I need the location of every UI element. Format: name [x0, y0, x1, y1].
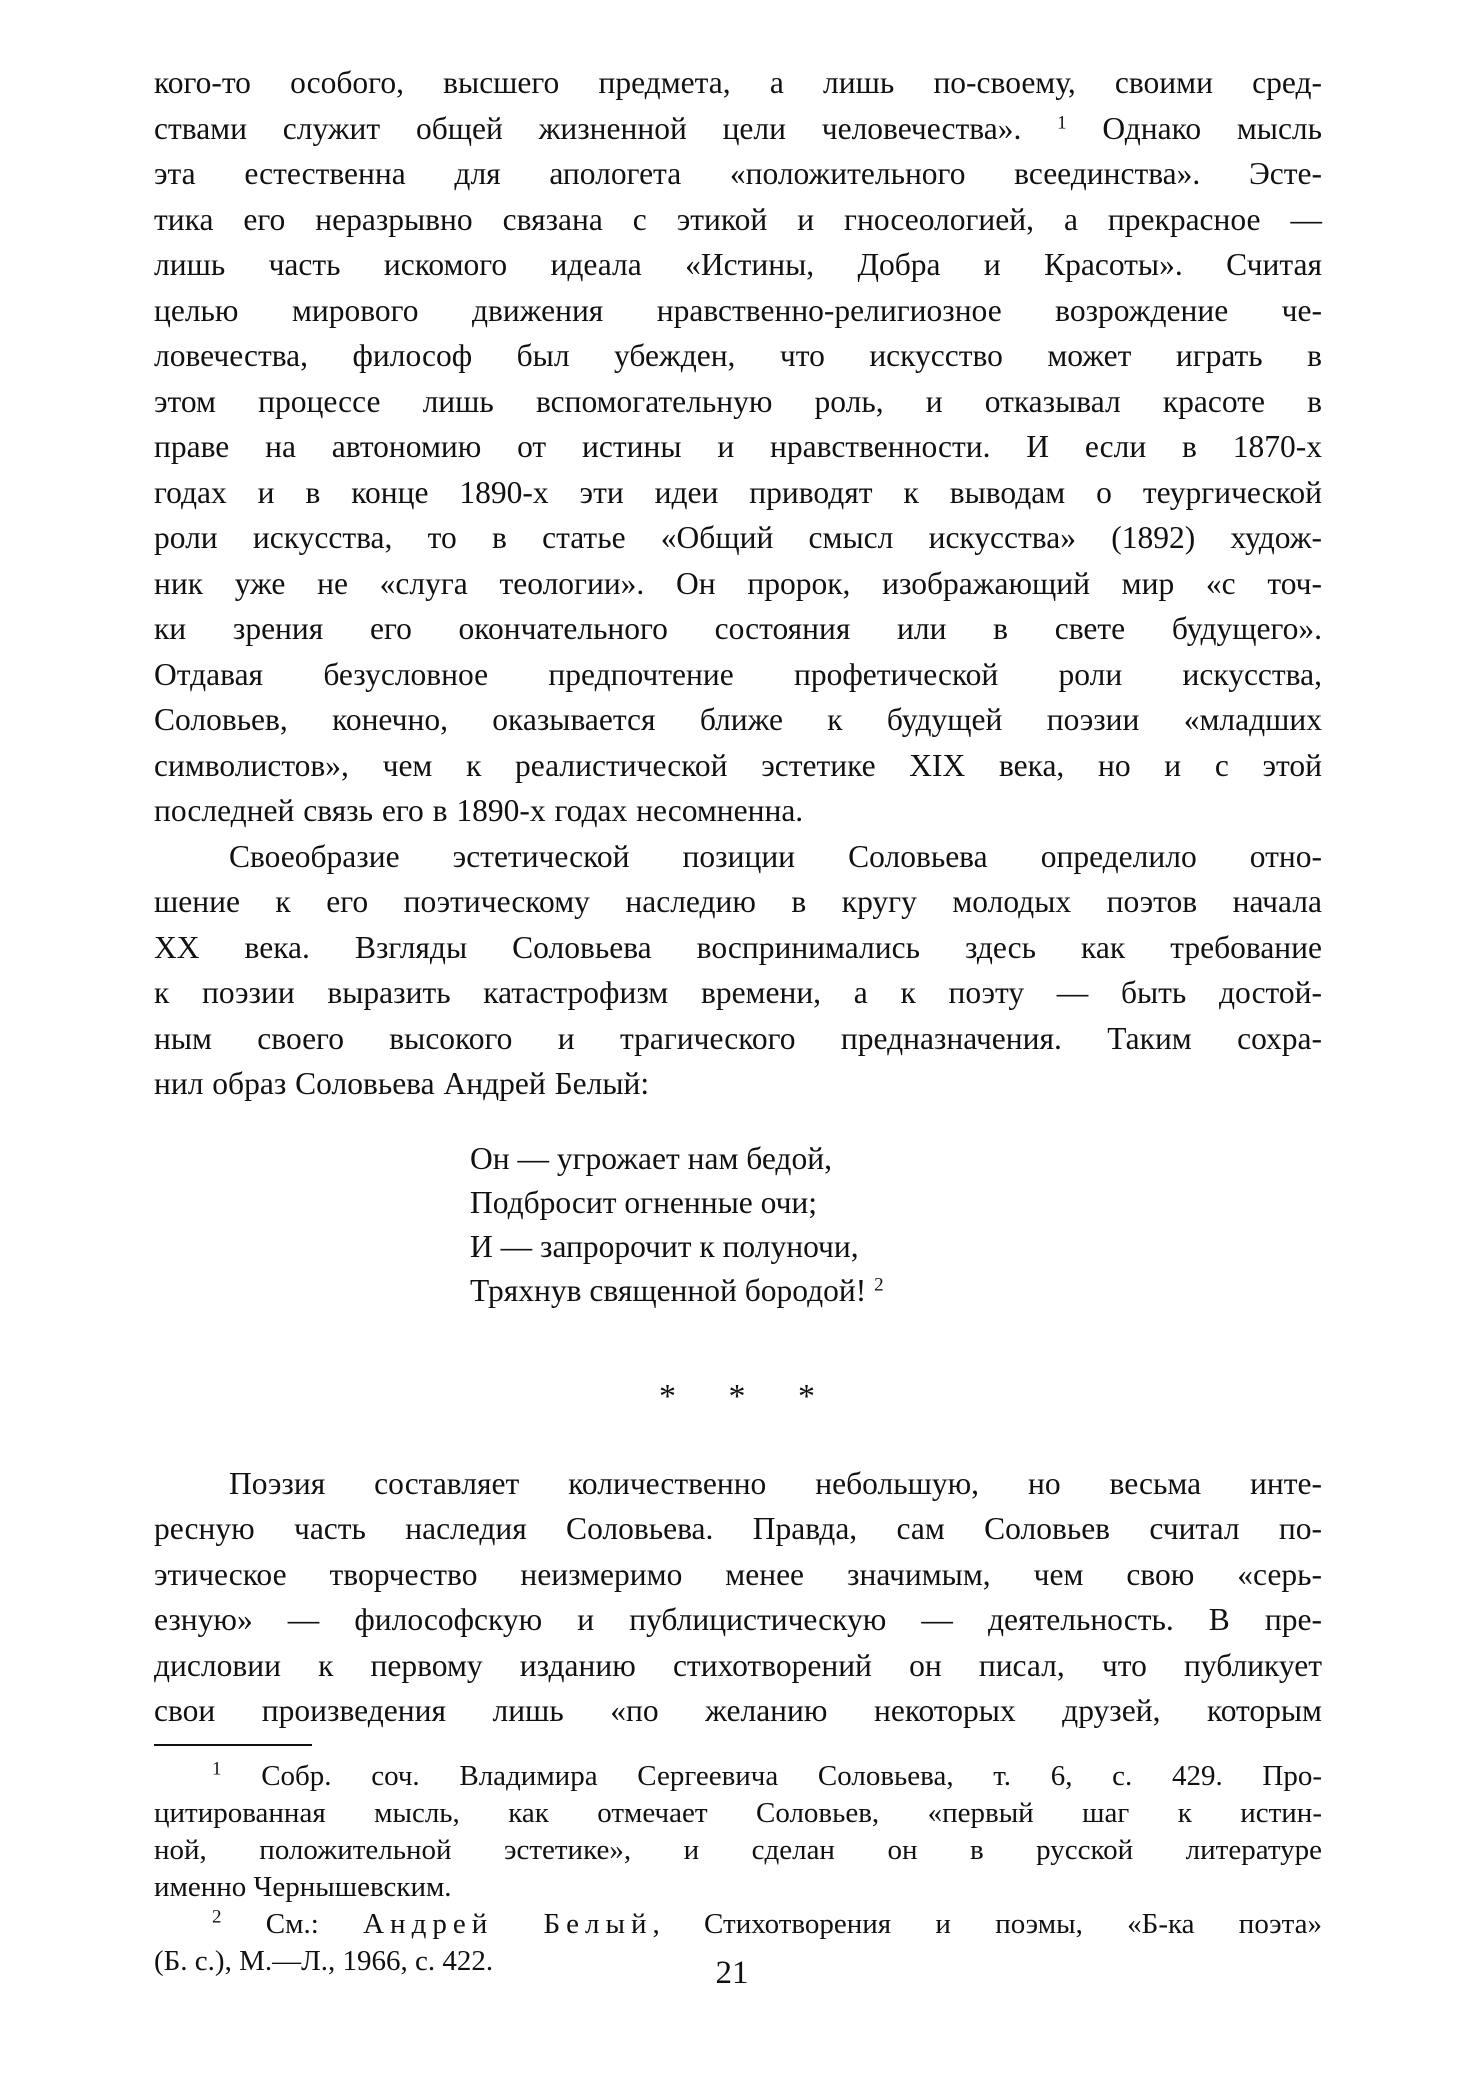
footnote-mark: 1 [212, 1758, 222, 1780]
text-fragment: См.: [265, 1907, 319, 1940]
text-line: дисловии к первому изданию стихотворений он писал, что публикует [154, 1647, 1322, 1683]
footnote-divider [154, 1744, 312, 1746]
text-line: Своеобразие эстетической позиции Соловьева определило отно- [229, 838, 1322, 874]
text-line: эта естественна для апологета «положительного всеединства». Эсте- [154, 156, 1322, 191]
text-line: этом процессе лишь вспомогательную роль, и отказывал красоте в [154, 383, 1322, 419]
text-line: ник уже не «слуга теологии». Он пророк, изображающий мир «с точ- [154, 565, 1322, 601]
poem-quote [470, 1137, 1322, 1313]
footnote-line [154, 1758, 1322, 1795]
text-fragment: Тряхнув священной бородой! [470, 1272, 867, 1308]
text-line: Соловьев, конечно, оказывается ближе к будущей поэзии «младших [154, 702, 1322, 737]
text-line: ки зрения его окончательного состояния или в свете будущего». [154, 611, 1322, 646]
text-fragment: ствами служит общей жизненной цели человечества». [154, 110, 1022, 146]
text-line: роли искусства, то в статье «Общий смысл искусства» (1892) худож- [154, 520, 1322, 555]
text-line: ным своего высокого и трагического предназначения. Таким сохра- [154, 1020, 1322, 1056]
text-line: целью мирового движения нравственно-религиозное возрождение че- [154, 292, 1322, 328]
text-line [154, 106, 1322, 152]
page-number: 21 [715, 1955, 749, 1991]
poem-verse: Он — угрожает нам бедой, [470, 1140, 832, 1176]
text-line: Поэзия составляет количественно небольшую, но весьма инте- [229, 1465, 1322, 1501]
text-line: лишь часть искомого идеала «Истины, Добра и Красоты». Считая [154, 247, 1322, 282]
footnote-mark: 2 [212, 1906, 222, 1928]
author-name: Андрей Белый [363, 1907, 653, 1940]
text-line: езную» — философскую и публицистическую — деятельность. В пре- [154, 1602, 1322, 1637]
text-line: шение к его поэтическому наследию в кругу молодых поэтов начала [154, 884, 1322, 919]
text-line: кого-то особого, высшего предмета, а лишь по-своему, своими сред- [154, 65, 1322, 100]
text-line: к поэзии выразить катастрофизм времени, а к поэту — быть достой- [154, 975, 1322, 1010]
text-fragment: , Стихотворения и поэмы, «Б-ка поэта» [652, 1907, 1323, 1940]
text-line: последней связь его в 1890-х годах несомненна. [154, 793, 804, 828]
text-line: праве на автономию от истины и нравственности. И если в 1870-х [154, 429, 1322, 464]
text-fragment: Однако мысль [1102, 110, 1323, 146]
footnote-line: (Б. с.), М.—Л., 1966, с. 422. [154, 1944, 494, 1977]
footnote-line: ной, положительной эстетике», и сделан он в русской литературе [154, 1833, 1322, 1866]
footnote-line: цитированная мысль, как отмечает Соловьев, «первый шаг к истин- [154, 1796, 1322, 1829]
footnote-reference-1: 1 [1057, 112, 1067, 134]
poem-verse: Подбросит огненные очи; [470, 1184, 818, 1220]
section-separator: * * * [659, 1377, 837, 1415]
text-line: ресную часть наследия Соловьева. Правда, сам Соловьев считал по- [154, 1511, 1322, 1546]
text-line: свои произведения лишь «по желанию некоторых друзей, которым [154, 1693, 1322, 1728]
page-body [154, 60, 1322, 1980]
text-line: Отдавая безусловное предпочтение профетической роли искусства, [154, 656, 1322, 692]
poem-verse: И — запророчит к полуночи, [470, 1228, 859, 1264]
text-line: символистов», чем к реалистической эстетике XIX века, но и с этой [154, 747, 1322, 783]
footnotes [154, 1758, 1322, 1980]
text-line: XX века. Взгляды Соловьева воспринимались здесь как требование [154, 929, 1322, 965]
poem-verse [470, 1269, 1322, 1313]
paragraph-1 [154, 60, 1322, 834]
text-line: этическое творчество неизмеримо менее значимым, чем свою «серь- [154, 1556, 1322, 1592]
text-line: годах и в конце 1890-х эти идеи приводят к выводам о теургической [154, 474, 1322, 510]
footnote-reference-2: 2 [874, 1274, 884, 1296]
text-line: ловечества, философ был убежден, что искусство может играть в [154, 338, 1322, 373]
text-line: нил образ Соловьева Андрей Белый: [154, 1066, 650, 1101]
footnote-1 [154, 1758, 1322, 1906]
text-line: тика его неразрывно связана с этикой и гносеологией, а прекрасное — [154, 201, 1322, 237]
paragraph-3 [154, 1461, 1322, 1734]
footnote-line [154, 1906, 1322, 1943]
paragraph-2 [154, 834, 1322, 1107]
text-fragment: Собр. соч. Владимира Сергеевича Соловьева, т. 6, с. 429. Про- [261, 1759, 1322, 1792]
footnote-line: именно Чернышевским. [154, 1870, 452, 1903]
